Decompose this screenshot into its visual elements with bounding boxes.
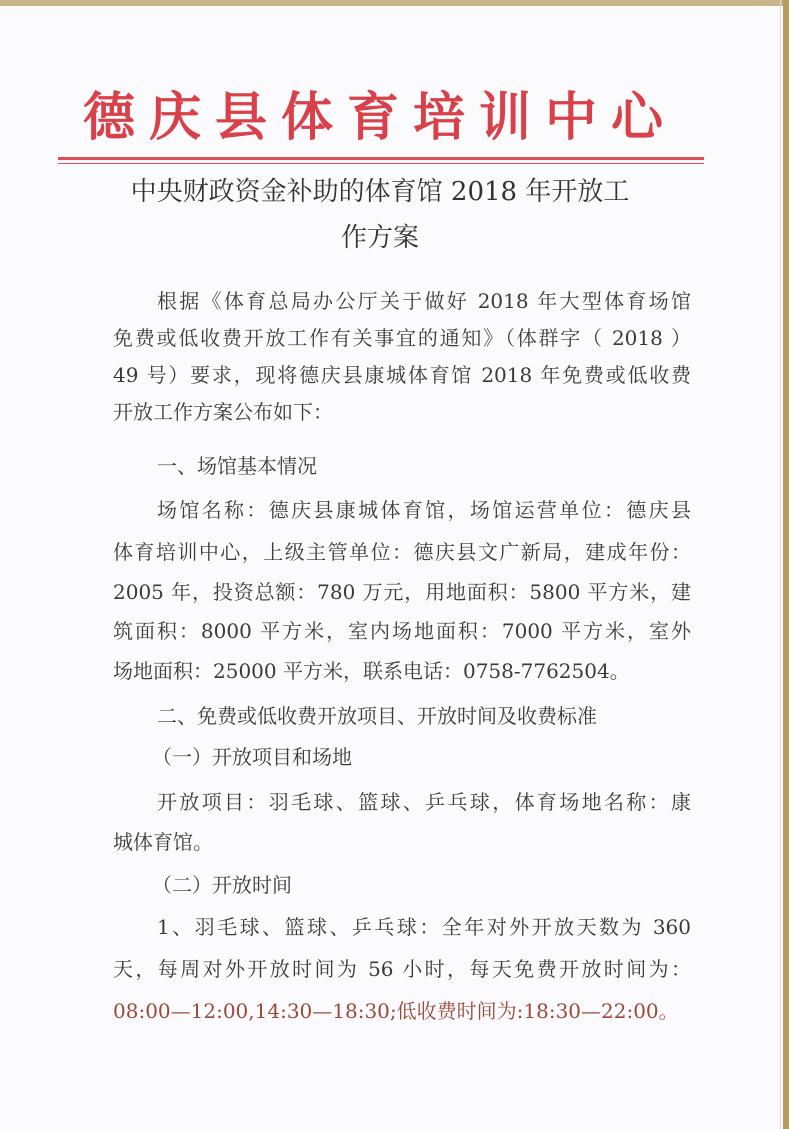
- paragraph-line: 城体育馆。: [113, 830, 213, 854]
- paragraph-line: 筑面积：8000 平方米，室内场地面积：7000 平方米，室外: [113, 619, 691, 643]
- section-heading: 一、场馆基本情况: [157, 454, 317, 478]
- paragraph-line: 根据《体育总局办公厅关于做好 2018 年大型体育场馆: [157, 289, 691, 313]
- subsection-heading: （二）开放时间: [152, 873, 292, 897]
- section-heading: 二、免费或低收费开放项目、开放时间及收费标准: [157, 704, 597, 728]
- scan-border-right: [783, 0, 789, 1129]
- paragraph-line: 天，每周对外开放时间为 56 小时，每天免费开放时间为：: [113, 957, 691, 981]
- letterhead-org-name: 德庆县体育培训中心: [82, 87, 677, 148]
- document-title-line2: 作方案: [340, 223, 419, 253]
- paragraph-line: 49 号）要求，现将德庆县康城体育馆 2018 年免费或低收费: [113, 363, 691, 387]
- paragraph-line: 1、羽毛球、篮球、乒乓球：全年对外开放天数为 360: [157, 915, 691, 939]
- paragraph-line: 体育培训中心，上级主管单位：德庆县文广新局，建成年份：: [113, 540, 691, 564]
- scan-border-top: [0, 0, 789, 6]
- document-title-line1: 中央财政资金补助的体育馆 2018 年开放工: [130, 177, 630, 207]
- paragraph-line: 2005 年，投资总额：780 万元，用地面积：5800 平方米，建: [113, 580, 691, 604]
- letterhead-rule-thick: [58, 157, 704, 160]
- paragraph-line: 场馆名称：德庆县康城体育馆，场馆运营单位：德庆县: [157, 498, 691, 522]
- page-edge: [780, 0, 781, 1129]
- paragraph-line: 免费或低收费开放工作有关事宜的通知》（体群字（ 2018 ）: [113, 326, 691, 350]
- paragraph-line: 场地面积：25000 平方米，联系电话：0758-7762504。: [113, 659, 630, 683]
- schedule-line: 08:00—12:00,14:30—18:30;低收费时间为:18:30—22:00。: [113, 999, 679, 1023]
- paragraph-line: 开放工作方案公布如下：: [113, 400, 333, 424]
- letterhead-rule-thin: [58, 163, 704, 164]
- paragraph-line: 开放项目：羽毛球、篮球、乒乓球，体育场地名称：康: [157, 790, 691, 814]
- subsection-heading: （一）开放项目和场地: [152, 745, 352, 769]
